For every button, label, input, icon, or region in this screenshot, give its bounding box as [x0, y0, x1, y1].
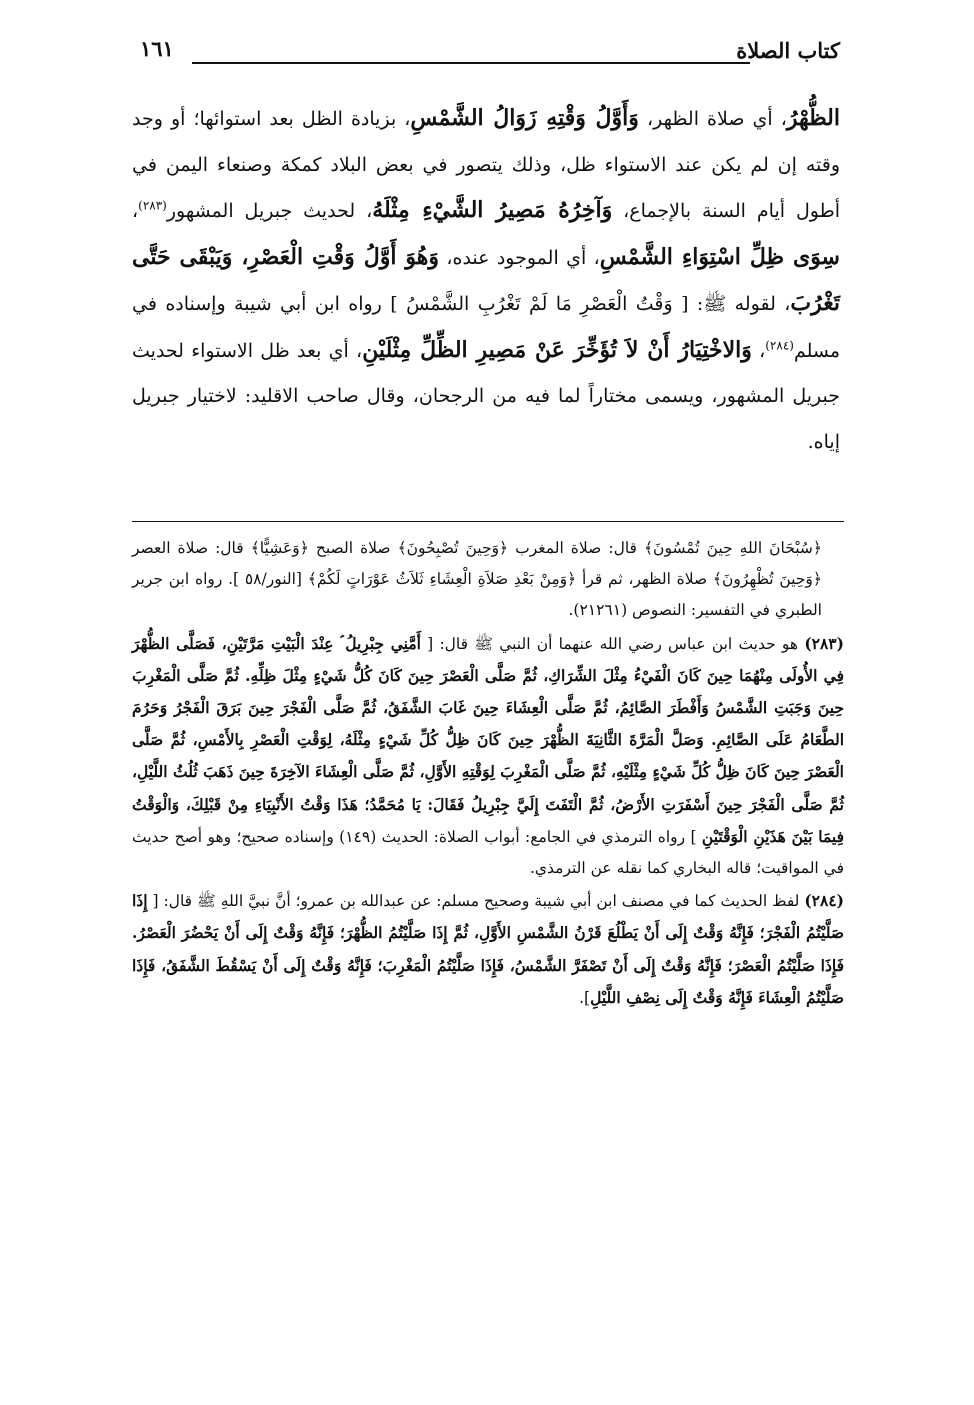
footnote-separator: [132, 521, 844, 522]
footnote-ref-284[interactable]: (٢٨٤): [765, 338, 794, 353]
footnote-text: ] رواه الترمذي في الجامع: أبواب الصلاة: الحديث (١٤٩) وإسناده صحيح؛ وهو أصح حديث في المواقيت؛ قاله البخاري كما نقله عن الترمذي.: [132, 827, 844, 878]
running-title: كتاب الصلاة: [736, 38, 840, 63]
sharh-text: ، بزيادة الظل بعد استوائها؛ أو وجد وقته إن لم يكن عند الاستواء ظل، وذلك يتصور في بعض البلاد كمكة وصنعاء اليمن في أطول أيام السنة بالإجماع،: [132, 108, 840, 222]
header-rule: [192, 62, 750, 64]
sharh-text: ، لقوله ﷺ: [ وَقْتُ الْعَصْرِ مَا لَمْ تَغْرُبِ الشَّمْسُ ] رواه ابن أبي شيبة وإسناده في مسلم: [132, 293, 841, 362]
sharh-text: ،: [751, 339, 766, 362]
main-paragraph: [132, 96, 840, 465]
matn-text: سِوَى ظِلِّ اسْتِوَاءِ الشَّمْسِ: [599, 243, 840, 270]
footnotes: [132, 533, 844, 1015]
footnote-ref-283[interactable]: (٢٨٣): [138, 198, 167, 213]
matn-text: وَهُوَ أَوَّلُ وَقْتِ الْعَصْرِ، وَيَبْقَى حَتَّى تَغْرُبَ: [132, 243, 840, 316]
footnote-number: (٢٨٣): [804, 633, 844, 653]
sharh-text: ، أي الموجود عنده،: [439, 246, 600, 269]
matn-text: وَآخِرُهُ مَصِيرُ الشَّيْءِ مِثْلَهُ: [372, 197, 613, 223]
footnote-284: [132, 885, 844, 1014]
matn-text: وَأَوَّلُ وَقْتِهِ زَوَالُ الشَّمْسِ: [410, 105, 639, 131]
sharh-text: ، أي صلاة الظهر،: [638, 108, 787, 130]
hadith-text: إِذَا صَلَّيْتُمُ الْفَجْرَ؛ فَإِنَّهُ وَقْتٌ إِلَى أَنْ يَطْلُعَ قَرْنُ الشَّمْسِ الأَوَّلِ، ثُمَّ إِذَا صَلَّيْتُمُ الظُّهْرَ؛ فَإِنَّهُ وَقْتٌ إِلَى أَنْ يَحْضُرَ الْعَصْرُ. فَإِذَا صَلَّيْتُمُ الْعَصْرَ؛ فَإِنَّهُ وَقْتٌ إِلَى أَنْ تَصْفَرَّ الشَّمْسُ، فَإِذَا صَلَّيْتُمُ الْمَغْرِبَ؛ فَإِنَّهُ وَقْتٌ إِلَى أَنْ يَسْقُطَ الشَّفَقُ، فَإِذَا صَلَّيْتُمُ الْعِشَاءَ فَإِنَّهُ وَقْتٌ إِلَى نِصْفِ اللَّيْلِ: [132, 891, 844, 1007]
hadith-text: أَمَّنِي جِبْرِيلُ ؑ عِنْدَ الْبَيْتِ مَرَّتَيْنِ، فَصَلَّى الظُّهْرَ فِي الأُولَى مِنْهُمَا حِينَ كَانَ الْفَيْءُ مِثْلَ الشِّرَاكِ، ثُمَّ صَلَّى الْعَصْرَ حِينَ كَانَ كُلُّ شَيْءٍ مِثْلَ ظِلِّهِ. ثُمَّ صَلَّى الْمَغْرِبَ حِينَ وَجَبَتِ الشَّمْسُ وَأَفْطَرَ الصَّائِمُ، ثُمَّ صَلَّى الْعِشَاءَ حِينَ غَابَ الشَّفَقُ، ثُمَّ صَلَّى الْفَجْرَ حِينَ بَرَقَ الْفَجْرُ وَحَرُمَ الطَّعَامُ عَلَى الصَّائِمِ. وَصَلَّ الْمَرَّةَ الثَّانِيَةَ الظُّهْرَ حِينَ كَانَ ظِلُّ كُلِّ شَيْءٍ مِثْلَهُ، لِوَقْتِ الْعَصْرِ بِالأَمْسِ، ثُمَّ صَلَّى الْعَصْرَ حِينَ كَانَ ظِلُّ كُلِّ شَيْءٍ مِثْلَيْهِ، ثُمَّ صَلَّى الْمَغْرِبَ لِوَقْتِهِ الأَوَّلِ، ثُمَّ صَلَّى الْعِشَاءَ الآخِرَةَ حِينَ ذَهَبَ ثُلُثُ اللَّيْلِ، ثُمَّ صَلَّى الْفَجْرَ حِينَ أَسْفَرَتِ الأَرْضُ، ثُمَّ الْتَفَتَ إِلَيَّ جِبْرِيلُ فَقَالَ: يَا مُحَمَّدُ؛ هَذَا وَقْتُ الأَنْبِيَاءِ مِنْ قَبْلِكَ، وَالْوَقْتُ فِيمَا بَيْنَ هَذَيْنِ الْوَقْتَيْنِ: [132, 633, 844, 846]
sharh-text: ، لحديث جبريل المشهور: [166, 200, 373, 222]
footnote-text: ].: [579, 988, 591, 1007]
sharh-text: ،: [132, 200, 139, 222]
matn-text: وَالاخْتِيَارُ أَنْ لاَ تُؤَخِّرَ عَنْ مَصِيرِ الظِّلِّ مِثْلَيْنِ: [362, 336, 752, 363]
page-header: [140, 30, 840, 74]
footnote-continuation: ﴿سُبْحَانَ اللهِ حِينَ تُمْسُونَ﴾ قال: صلاة المغرب ﴿وَحِينَ تُصْبِحُونَ﴾ صلاة الصبح ﴿وَعَشِيًّا﴾ قال: صلاة العصر ﴿وَحِينَ تُظْهِرُونَ﴾ صلاة الظهر، ثم قرأ ﴿وَمِنْ بَعْدِ صَلاَةِ الْعِشَاءِ ثَلاَثُ عَوْرَاتٍ لَكُمْ﴾ [النور/٥٨ ]. رواه ابن جرير الطبري في التفسير: النصوص (٢١٢٦١).: [132, 539, 822, 620]
footnote-text: لفظ الحديث كما في مصنف ابن أبي شيبة وصحيح مسلم: عن عبدالله بن عمرو؛ أنَّ نبيَّ اللهِ ﷺ قال: [: [147, 892, 805, 911]
page-number: ١٦١: [140, 36, 174, 61]
matn-text: الظُّهْرُ: [786, 105, 840, 131]
footnote-283: [132, 628, 844, 885]
footnote-text: هو حديث ابن عباس رضي الله عنهما أن النبي ﷺ قال: [: [420, 634, 805, 653]
sharh-text: ، أي بعد ظل الاستواء لحديث جبريل المشهور، ويسمى مختاراً لما فيه من الرجحان، وقال صاحب الاقليد: لاختيار جبريل إياه.: [132, 339, 840, 453]
main-text: [132, 96, 840, 465]
footnote-number: (٢٨٤): [804, 891, 844, 911]
